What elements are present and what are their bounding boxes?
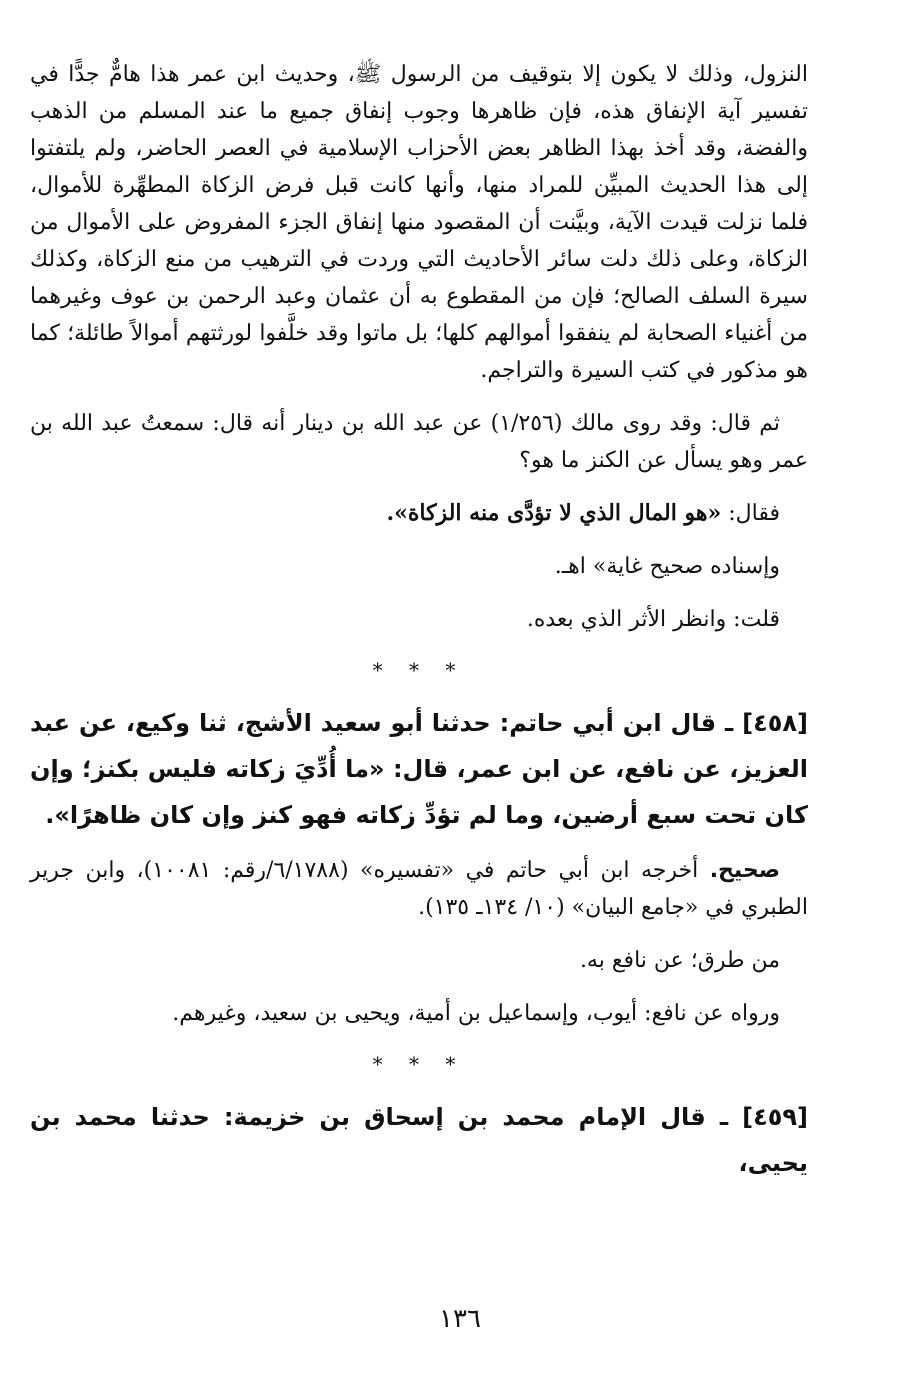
rawah-paragraph: ورواه عن نافع: أيوب، وإسماعيل بن أمية، ويحيى بن سعيد، وغيرهم. <box>172 1001 780 1026</box>
answer-bold-text: «هو المال الذي لا تؤدَّى منه الزكاة». <box>386 500 722 526</box>
hadith-458: [٤٥٨] ـ قال ابن أبي حاتم: حدثنا أبو سعيد الأشج، ثنا وكيع، عن عبد العزيز، عن نافع، عن ابن عمر، قال: «ما أُدِّيَ زكاته فليس بكنز؛ وإن كان تحت سبع أرضين، وما لم تؤدِّ زكاته فهو كنز وإن كان ظاهرًا». <box>30 709 808 829</box>
answer-prefix: فقال: <box>721 501 780 526</box>
note-paragraph: قلت: وانظر الأثر الذي بعده. <box>526 607 780 632</box>
grade-label: صحيح. <box>709 858 780 883</box>
takhrij-paragraph <box>30 852 808 926</box>
isnad-paragraph: وإسناده صحيح غاية» اهـ. <box>554 554 780 579</box>
takhrij-text: أخرجه ابن أبي حاتم في «تفسيره» (٦/١٧٨٨/رقم: ١٠٠٨١)، وابن جرير الطبري في «جامع البيان» (١٠/ ١٣٤ـ ١٣٥). <box>30 858 808 920</box>
section-divider-stars-2: * * * <box>372 1052 466 1076</box>
malik-quote-paragraph: ثم قال: وقد روى مالك (١/٢٥٦) عن عبد الله بن دينار أنه قال: سمعتُ عبد الله بن عمر وهو يسأل عن الكنز ما هو؟ <box>30 411 808 473</box>
commentary-paragraph: النزول، وذلك لا يكون إلا بتوقيف من الرسول ﷺ، وحديث ابن عمر هذا هامٌّ جدًّا في تفسير آية الإنفاق هذه، فإن ظاهرها وجوب إنفاق جميع ما عند المسلم من الذهب والفضة، وقد أخذ بهذا الظاهر بعض الأحزاب الإسلامية في العصر الحاضر، ولم يلتفتوا إلى هذا الحديث المبيِّن للمراد منها، وأنها كانت قبل فرض الزكاة المطهِّرة للأموال، فلما نزلت قيدت الآية، وبيَّنت أن المقصود منها إنفاق الجزء المفروض على الأموال من الزكاة، وعلى ذلك دلت سائر الأحاديث التي وردت في الترهيب من منع الزكاة، وكذلك سيرة السلف الصالح؛ فإن من المقطوع به أن عثمان وعبد الرحمن بن عوف وغيرهما من أغنياء الصحابة لم ينفقوا أموالهم كلها؛ بل ماتوا وقد خلَّفوا لورثتهم أموالاً طائلة؛ كما هو مذكور في كتب السيرة والتراجم. <box>30 62 808 383</box>
answer-paragraph <box>30 495 808 532</box>
hadith-459: [٤٥٩] ـ قال الإمام محمد بن إسحاق بن خزيمة: حدثنا محمد بن يحيى، <box>30 1103 808 1177</box>
turuq-paragraph: من طرق؛ عن نافع به. <box>579 948 780 973</box>
section-divider-stars: * * * <box>372 658 466 682</box>
page-body <box>30 56 808 1186</box>
page-number: ١٣٦ <box>439 1304 481 1334</box>
